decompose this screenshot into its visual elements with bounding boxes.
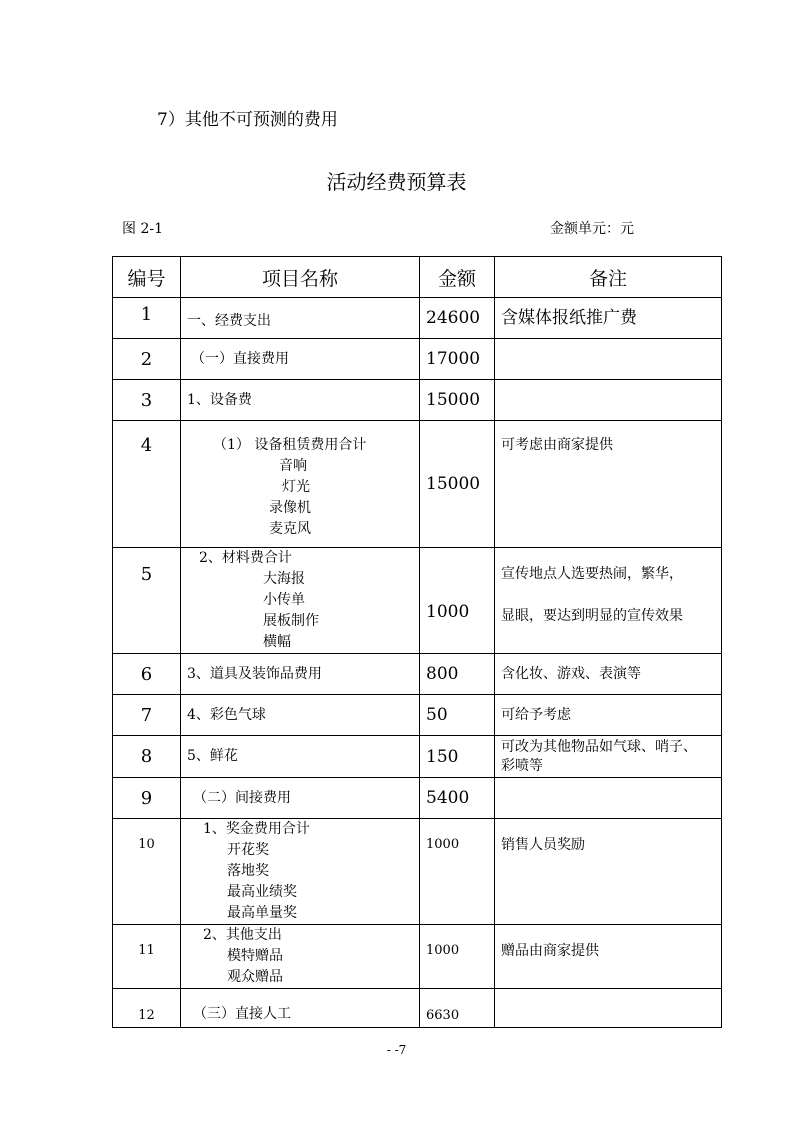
item-line: 音响 [279, 458, 307, 474]
item-line: 开花奖 [227, 842, 269, 858]
row-note [495, 380, 722, 421]
row-number: 1 [113, 298, 181, 339]
row-note: 含化妆、游戏、表演等 [495, 654, 722, 695]
item-line: 录像机 [269, 500, 311, 516]
row-item-name [181, 421, 420, 548]
row-amount: 1000 [420, 548, 495, 654]
row-note [495, 339, 722, 380]
header-amount: 金额 [420, 257, 495, 298]
table-row [113, 339, 722, 380]
row-item-name [181, 380, 420, 421]
item-line: 一、经费支出 [187, 312, 271, 329]
row-number: 4 [113, 421, 181, 548]
row-note [495, 736, 722, 778]
item-line: 落地奖 [227, 863, 269, 879]
row-note [495, 989, 722, 1028]
row-amount: 6630 [420, 989, 495, 1028]
row-note [495, 778, 722, 819]
row-number: 12 [113, 989, 181, 1028]
row-amount: 1000 [420, 819, 495, 925]
table-row [113, 736, 722, 778]
row-amount: 15000 [420, 421, 495, 548]
row-note: 可考虑由商家提供 [495, 421, 722, 548]
unit-label: 金额单元：元 [550, 221, 634, 237]
item-line: 灯光 [282, 479, 310, 495]
note-line: 可改为其他物品如气球、哨子、 [501, 738, 697, 755]
item-line: 模特赠品 [227, 948, 283, 964]
item-line: 小传单 [263, 592, 305, 608]
row-item-name [181, 654, 420, 695]
row-item-name [181, 819, 420, 925]
table-row [113, 819, 722, 925]
table-header-row [113, 257, 722, 298]
row-amount: 50 [420, 695, 495, 736]
table-row [113, 380, 722, 421]
figure-label: 图 2-1 [122, 221, 163, 237]
item-line: 大海报 [263, 571, 305, 587]
row-note: 可给予考虑 [495, 695, 722, 736]
table-row [113, 778, 722, 819]
row-number: 2 [113, 339, 181, 380]
row-note [495, 548, 722, 654]
row-note: 赠品由商家提供 [495, 925, 722, 989]
row-amount: 15000 [420, 380, 495, 421]
row-item-name [181, 778, 420, 819]
header-note: 备注 [495, 257, 722, 298]
item-line: 2、材料费合计 [199, 550, 292, 566]
section-heading: 7）其他不可预测的费用 [157, 110, 338, 130]
note-line: 宣传地点人选要热闹，繁华， [501, 566, 683, 582]
table-row [113, 298, 722, 339]
row-amount: 24600 [420, 298, 495, 339]
row-number: 9 [113, 778, 181, 819]
table-row [113, 989, 722, 1028]
item-line: （三）直接人工 [193, 1006, 291, 1022]
row-amount: 1000 [420, 925, 495, 989]
row-amount: 5400 [420, 778, 495, 819]
note-line: 彩喷等 [501, 757, 543, 774]
header-number: 编号 [113, 257, 181, 298]
item-line: 1、设备费 [187, 391, 252, 408]
item-line: 3、道具及装饰品费用 [187, 665, 322, 682]
row-number: 5 [113, 548, 181, 654]
item-line: （1） 设备租赁费用合计 [213, 437, 367, 453]
row-item-name [181, 339, 420, 380]
item-line: （一）直接费用 [191, 350, 289, 367]
item-line: 最高单量奖 [227, 905, 297, 921]
budget-table [112, 256, 722, 1028]
item-line: 观众赠品 [227, 969, 283, 985]
note-line: 显眼，要达到明显的宣传效果 [501, 608, 683, 624]
row-number: 7 [113, 695, 181, 736]
row-number: 8 [113, 736, 181, 778]
page-number: - -7 [386, 1043, 407, 1057]
table-row [113, 695, 722, 736]
item-line: 2、其他支出 [203, 927, 282, 943]
row-amount: 17000 [420, 339, 495, 380]
row-item-name [181, 695, 420, 736]
table-row [113, 421, 722, 548]
item-line: 展板制作 [263, 613, 319, 629]
table-row [113, 654, 722, 695]
row-item-name [181, 989, 420, 1028]
header-item-name: 项目名称 [181, 257, 420, 298]
item-line: （二）间接费用 [193, 789, 291, 806]
row-item-name [181, 298, 420, 339]
table-row [113, 925, 722, 989]
table-title: 活动经费预算表 [326, 170, 467, 194]
item-line: 4、彩色气球 [187, 706, 266, 723]
row-number: 6 [113, 654, 181, 695]
row-amount: 150 [420, 736, 495, 778]
row-number: 10 [113, 819, 181, 925]
row-note: 销售人员奖励 [495, 819, 722, 925]
item-line: 5、鲜花 [187, 748, 238, 764]
item-line: 最高业绩奖 [227, 884, 297, 900]
row-number: 11 [113, 925, 181, 989]
item-line: 横幅 [263, 634, 291, 650]
row-number: 3 [113, 380, 181, 421]
table-row [113, 548, 722, 654]
row-item-name [181, 736, 420, 778]
row-note: 含媒体报纸推广费 [495, 298, 722, 339]
item-line: 1、奖金费用合计 [203, 821, 310, 837]
item-line: 麦克风 [269, 521, 311, 537]
row-amount: 800 [420, 654, 495, 695]
row-item-name [181, 925, 420, 989]
row-item-name [181, 548, 420, 654]
